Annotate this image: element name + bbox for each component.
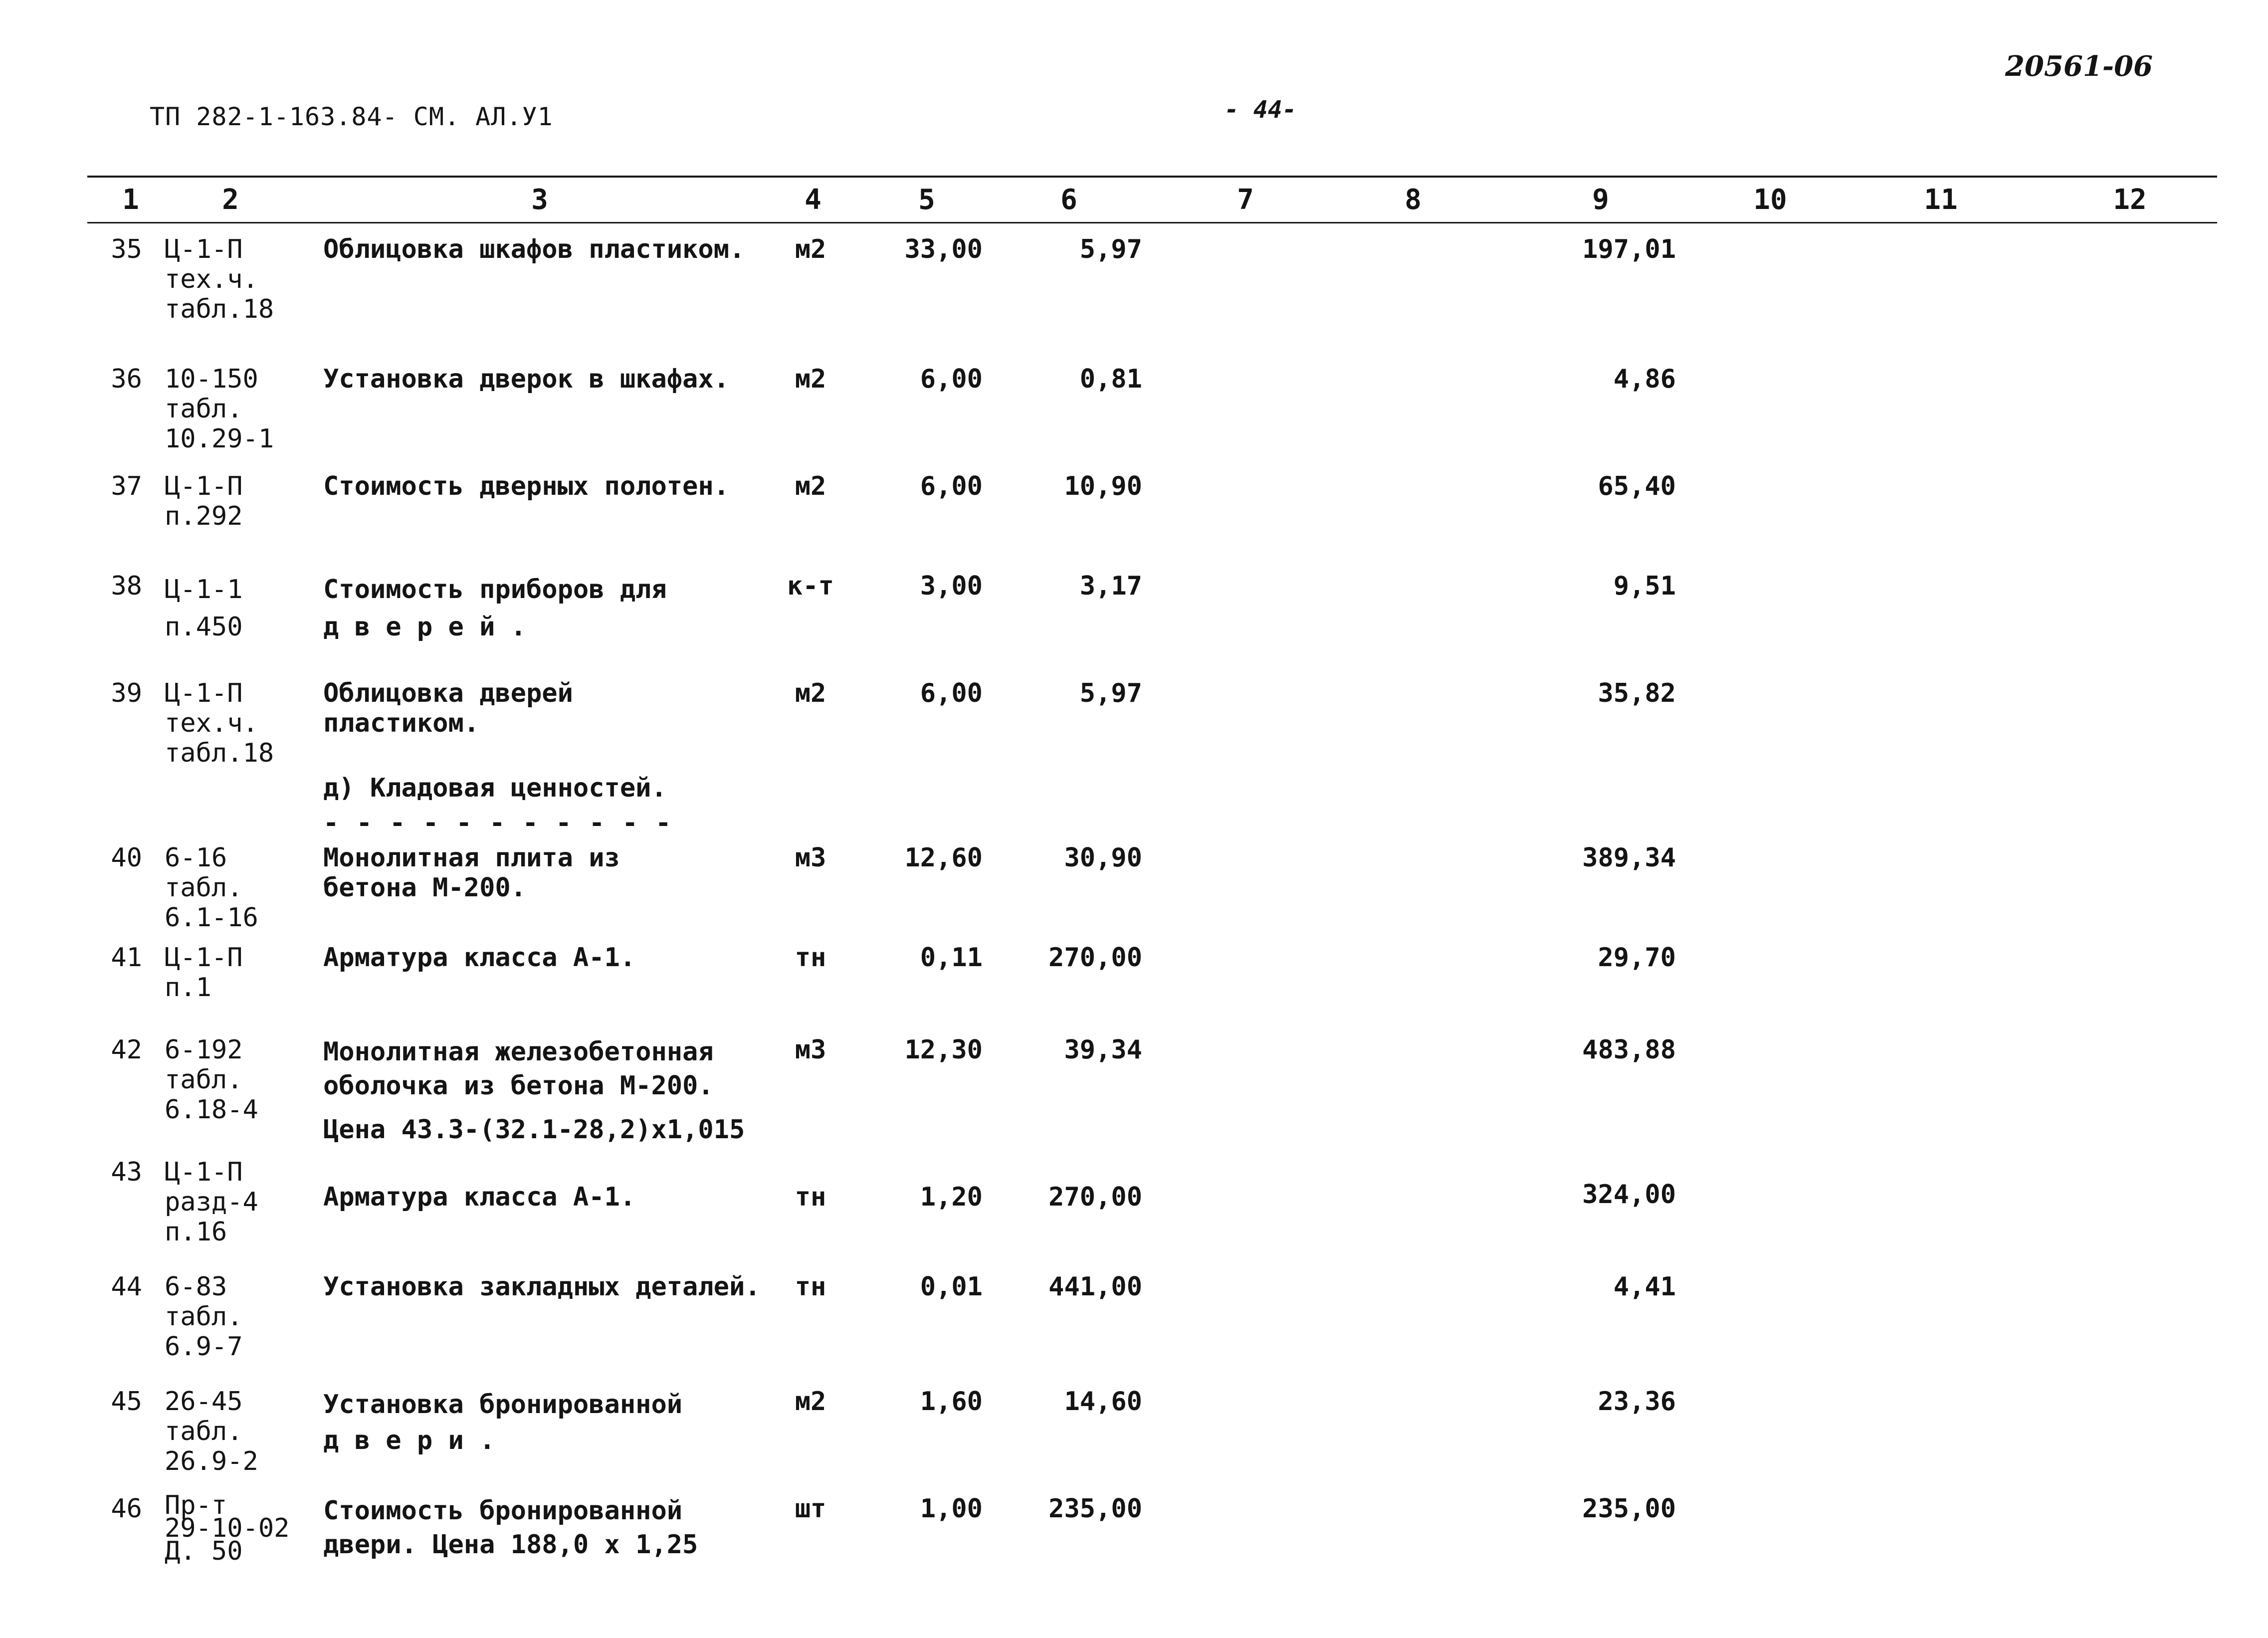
row-quantity: 6,00 (920, 364, 983, 394)
row-quantity: 6,00 (920, 678, 983, 708)
row-total: 29,70 (1598, 943, 1676, 973)
row-number: 35 (111, 234, 142, 264)
row-quantity: 6,00 (920, 471, 983, 501)
row-total: 324,00 (1582, 1180, 1676, 1210)
header-bottom-rule (87, 222, 2217, 223)
document-code: ТП 282-1-163.84- СМ. АЛ.У1 (150, 102, 553, 131)
row-code: Пр-т 29-10-02 Д. 50 (165, 1490, 290, 1566)
row-description: Арматура класса А-1. (323, 943, 636, 973)
row-number: 40 (111, 843, 142, 873)
row-unit: м2 (795, 471, 826, 501)
row-quantity: 33,00 (904, 234, 983, 264)
row-quantity: 12,30 (904, 1035, 983, 1065)
row-unit: м2 (795, 364, 826, 394)
row-unit-price: 0,81 (1079, 364, 1142, 394)
row-code: Ц-1-П тех.ч. табл.18 (165, 678, 274, 768)
row-code: Ц-1-П тех.ч. табл.18 (165, 234, 274, 324)
row-number: 45 (111, 1387, 142, 1417)
row-code: 6-16 табл. 6.1-16 (165, 843, 258, 933)
row-number: 39 (111, 678, 142, 708)
row-unit: м3 (795, 843, 826, 873)
section-underline: - - - - - - - - - - - (323, 808, 672, 838)
row-total: 483,88 (1582, 1035, 1676, 1065)
row-quantity: 1,60 (920, 1387, 983, 1417)
row-unit: тн (795, 1272, 826, 1302)
row-description: Установка бронированной д в е р и . (323, 1390, 683, 1455)
row-code: 6-192 табл. 6.18-4 (165, 1035, 258, 1125)
row-unit: тн (795, 943, 826, 973)
row-total: 235,00 (1582, 1494, 1676, 1524)
row-description: Монолитная железобетонная оболочка из бетона М-200. (323, 1037, 714, 1101)
row-description: Арматура класса А-1. (323, 1182, 636, 1212)
row-total: 23,36 (1598, 1387, 1676, 1417)
row-unit-price: 270,00 (1048, 1182, 1142, 1212)
row-total: 197,01 (1582, 234, 1676, 264)
row-unit: тн (795, 1182, 826, 1212)
row-unit: к-т (787, 571, 834, 601)
row-quantity: 0,11 (920, 943, 983, 973)
row-unit-price: 39,34 (1064, 1035, 1142, 1065)
archive-number: 20561-06 (2005, 50, 2153, 83)
row-quantity: 1,00 (920, 1494, 983, 1524)
row-number: 36 (111, 364, 142, 394)
row-total: 389,34 (1582, 843, 1676, 873)
row-total: 65,40 (1598, 471, 1676, 501)
row-number: 44 (111, 1272, 142, 1302)
row-unit-price: 3,17 (1079, 571, 1142, 601)
row-quantity: 3,00 (920, 571, 983, 601)
row-quantity: 12,60 (904, 843, 983, 873)
row-unit-price: 441,00 (1048, 1272, 1142, 1302)
row-code: 10-150 табл. 10.29-1 (165, 364, 274, 454)
row-number: 41 (111, 943, 142, 973)
row-description: Стоимость приборов для д в е р е й . (323, 575, 667, 642)
row-code: 26-45 табл. 26.9-2 (165, 1387, 258, 1476)
row-number: 38 (111, 571, 142, 601)
row-description: Установка дверок в шкафах. (323, 364, 729, 394)
section-heading: д) Кладовая ценностей. (323, 773, 667, 803)
row-number: 42 (111, 1035, 142, 1065)
page-number: - 44- (1225, 96, 1297, 124)
row-number: 46 (111, 1494, 142, 1524)
row-unit: м2 (795, 1387, 826, 1417)
row-unit-price: 270,00 (1048, 943, 1142, 973)
row-quantity: 1,20 (920, 1182, 983, 1212)
row-unit-price: 235,00 (1048, 1494, 1142, 1524)
row-code: Ц-1-П п.1 (165, 943, 243, 1003)
row-unit-price: 5,97 (1079, 678, 1142, 708)
row-description: Стоимость дверных полотен. (323, 471, 729, 501)
row-unit-price: 10,90 (1064, 471, 1142, 501)
table-top-rule (87, 176, 2217, 178)
row-unit-price: 14,60 (1064, 1387, 1142, 1417)
row-description: Установка закладных деталей. (323, 1272, 761, 1302)
row-number: 37 (111, 471, 142, 501)
row-description: Монолитная плита из бетона М-200. (323, 843, 620, 903)
row-code: Ц-1-1 п.450 (165, 575, 243, 642)
row-total: 35,82 (1598, 678, 1676, 708)
row-total: 9,51 (1613, 571, 1676, 601)
row-code: Ц-1-П п.292 (165, 471, 243, 531)
row-unit: шт (795, 1494, 826, 1524)
row-unit-price: 30,90 (1064, 843, 1142, 873)
row-price-note: Цена 43.3-(32.1-28,2)х1,015 (323, 1115, 745, 1145)
row-unit: м2 (795, 678, 826, 708)
row-description: Стоимость бронированной двери. Цена 188,0 х 1,25 (323, 1496, 698, 1560)
row-description: Облицовка шкафов пластиком. (323, 234, 745, 264)
row-total: 4,86 (1613, 364, 1676, 394)
row-number: 43 (111, 1157, 142, 1187)
row-unit: м2 (795, 234, 826, 264)
row-description: Облицовка дверей пластиком. (323, 678, 573, 738)
row-total: 4,41 (1613, 1272, 1676, 1302)
row-quantity: 0,01 (920, 1272, 983, 1302)
row-unit: м3 (795, 1035, 826, 1065)
row-code: Ц-1-П разд-4 п.16 (165, 1157, 258, 1247)
row-unit-price: 5,97 (1079, 234, 1142, 264)
row-code: 6-83 табл. 6.9-7 (165, 1272, 243, 1362)
